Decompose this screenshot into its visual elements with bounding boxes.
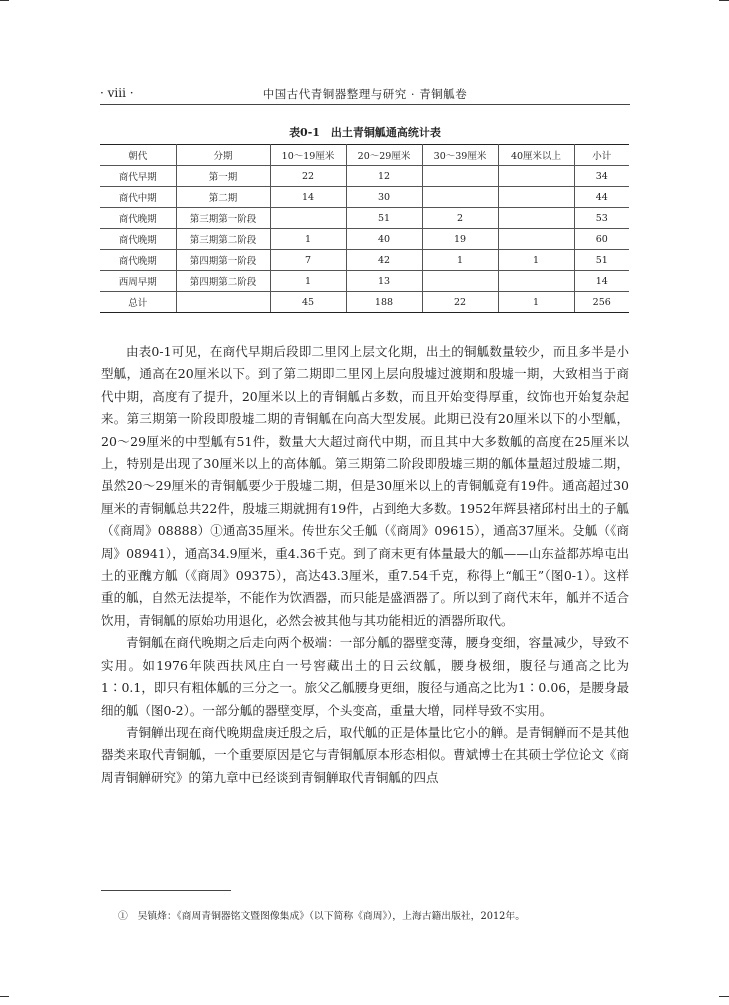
column-header: 10～19厘米 bbox=[270, 145, 346, 166]
table-cell: 1 bbox=[270, 271, 346, 292]
table-cell: 商代晚期 bbox=[100, 208, 176, 229]
table-cell: 53 bbox=[574, 208, 629, 229]
table-caption: 表0-1 出土青铜觚通高统计表 bbox=[289, 126, 441, 139]
table-cell: 22 bbox=[422, 292, 498, 313]
table-cell: 51 bbox=[346, 208, 422, 229]
column-header: 朝代 bbox=[100, 145, 176, 166]
table-cell bbox=[422, 166, 498, 187]
footnote: ① 吴镇烽：《商周青铜器铭文暨图像集成》（以下简称《商周》），上海古籍出版社，2012年。 bbox=[118, 911, 526, 922]
table-row bbox=[100, 166, 629, 187]
table-row bbox=[100, 250, 629, 271]
table-cell: 188 bbox=[346, 292, 422, 313]
table-cell: 第二期 bbox=[176, 187, 270, 208]
table-total-row bbox=[100, 292, 629, 313]
table-cell: 30 bbox=[346, 187, 422, 208]
table-cell: 22 bbox=[270, 166, 346, 187]
table-cell: 40 bbox=[346, 229, 422, 250]
footnote-rule bbox=[101, 890, 231, 891]
table-cell bbox=[422, 187, 498, 208]
column-header: 分期 bbox=[176, 145, 270, 166]
table-cell bbox=[498, 166, 574, 187]
table-cell: 商代晚期 bbox=[100, 229, 176, 250]
crop-mark bbox=[719, 0, 729, 1]
table-cell: 42 bbox=[346, 250, 422, 271]
body-text bbox=[101, 341, 629, 789]
table-header-row bbox=[100, 145, 629, 166]
table-cell: 1 bbox=[270, 229, 346, 250]
running-header bbox=[100, 86, 630, 104]
table-cell bbox=[498, 208, 574, 229]
paragraph: 青铜觚在商代晚期之后走向两个极端：一部分觚的器壁变薄，腰身变细，容量减少，导致不实用。如1976年陕西扶风庄白一号窖藏出土的日云纹觚，腰身极细，腹径与通高之比为1∶0.1，即只有粗体觚的三分之一。旅父乙觚腰身更细，腹径与通高之比为1∶0.06，是腰身最细的觚（图0-2）。一部分觚的器壁变厚，个头变高，重量大增，同样导致不实用。 bbox=[101, 635, 629, 718]
column-header: 30～39厘米 bbox=[422, 145, 498, 166]
table-cell: 1 bbox=[498, 250, 574, 271]
table-cell: 第三期第二阶段 bbox=[176, 229, 270, 250]
table-cell: 45 bbox=[270, 292, 346, 313]
crop-mark bbox=[0, 0, 9, 1]
table-cell bbox=[498, 271, 574, 292]
table-cell bbox=[498, 229, 574, 250]
table-row bbox=[100, 229, 629, 250]
table-cell: 34 bbox=[574, 166, 629, 187]
table-cell: 256 bbox=[574, 292, 629, 313]
column-header: 20～29厘米 bbox=[346, 145, 422, 166]
table-cell: 2 bbox=[422, 208, 498, 229]
table-cell: 12 bbox=[346, 166, 422, 187]
table-cell bbox=[270, 208, 346, 229]
table-row bbox=[100, 208, 629, 229]
running-title: 中国古代青铜器整理与研究 · 青铜觚卷 bbox=[262, 87, 468, 101]
table-cell: 商代晚期 bbox=[100, 250, 176, 271]
table-cell: 第四期第二阶段 bbox=[176, 271, 270, 292]
header-rule bbox=[100, 104, 630, 105]
table-cell: 第三期第一阶段 bbox=[176, 208, 270, 229]
table-cell: 19 bbox=[422, 229, 498, 250]
column-header: 小计 bbox=[574, 145, 629, 166]
table-cell: 1 bbox=[498, 292, 574, 313]
table-cell: 1 bbox=[422, 250, 498, 271]
table-cell: 7 bbox=[270, 250, 346, 271]
table-cell bbox=[498, 187, 574, 208]
table-cell: 第四期第一阶段 bbox=[176, 250, 270, 271]
paragraph: 青铜觯出现在商代晚期盘庚迁殷之后，取代觚的正是体量比它小的觯。是青铜觯而不是其他器类来取代青铜觚，一个重要原因是它与青铜觚原本形态相似。曹斌博士在其硕士学位论文《商周青铜觯研究》的第九章中已经谈到青铜觯取代青铜觚的四点 bbox=[101, 724, 629, 785]
table-cell bbox=[176, 292, 270, 313]
table-cell: 44 bbox=[574, 187, 629, 208]
table-cell: 13 bbox=[346, 271, 422, 292]
crop-mark bbox=[719, 996, 729, 997]
table-cell: 总计 bbox=[100, 292, 176, 313]
table-cell: 商代中期 bbox=[100, 187, 176, 208]
crop-mark bbox=[0, 996, 9, 997]
page-number: · viii · bbox=[100, 86, 134, 100]
height-stats-table bbox=[100, 144, 629, 313]
table-row bbox=[100, 187, 629, 208]
table-cell bbox=[422, 271, 498, 292]
table-cell: 51 bbox=[574, 250, 629, 271]
paragraph: 由表0-1可见，在商代早期后段即二里冈上层文化期，出土的铜觚数量较少，而且多半是小型觚，通高在20厘米以下。到了第二期即二里冈上层向殷墟过渡期和殷墟一期，大致相当于商代中期，高度有了提升，20厘米以上的青铜觚占多数，而且开始变得厚重，纹饰也开始复杂起来。第三期第一阶段即殷墟二期的青铜觚在向高大型发展。此期已没有20厘米以下的小型觚，20～29厘米的中型觚有51件，数量大大超过商代中期，而且其中大多数觚的高度在25厘米以上，特别是出现了30厘米以上的高体觚。第三期第二阶段即殷墟三期的觚体量超过殷墟二期，虽然20～29厘米的青铜觚要少于殷墟二期，但是30厘米以上的青铜觚竟有19件。通高超过30厘米的青铜觚总共22件，殷墟三期就拥有19件，占到绝大多数。1952年辉县褚邱村出土的子觚（《商周》08888）①通高35厘米。传世东父壬觚（《商周》09615），通高37厘米。殳觚（《商周》08941），通高34.9厘米，重4.36千克。到了商末更有体量最大的觚——山东益都苏埠屯出土的亚醜方觚（《商周》09375），高达43.3厘米，重7.54千克，称得上“觚王”（图0-1）。这样重的觚，自然无法提举，不能作为饮酒器，而只能是盛酒器了。所以到了商代末年，觚并不适合饮用，青铜觚的原始功用退化，必然会被其他与其功能相近的酒器所取代。 bbox=[101, 344, 629, 628]
table-cell: 商代早期 bbox=[100, 166, 176, 187]
table-cell: 60 bbox=[574, 229, 629, 250]
table-cell: 西周早期 bbox=[100, 271, 176, 292]
table-cell: 第一期 bbox=[176, 166, 270, 187]
column-header: 40厘米以上 bbox=[498, 145, 574, 166]
table-row bbox=[100, 271, 629, 292]
table-cell: 14 bbox=[574, 271, 629, 292]
table-cell: 14 bbox=[270, 187, 346, 208]
